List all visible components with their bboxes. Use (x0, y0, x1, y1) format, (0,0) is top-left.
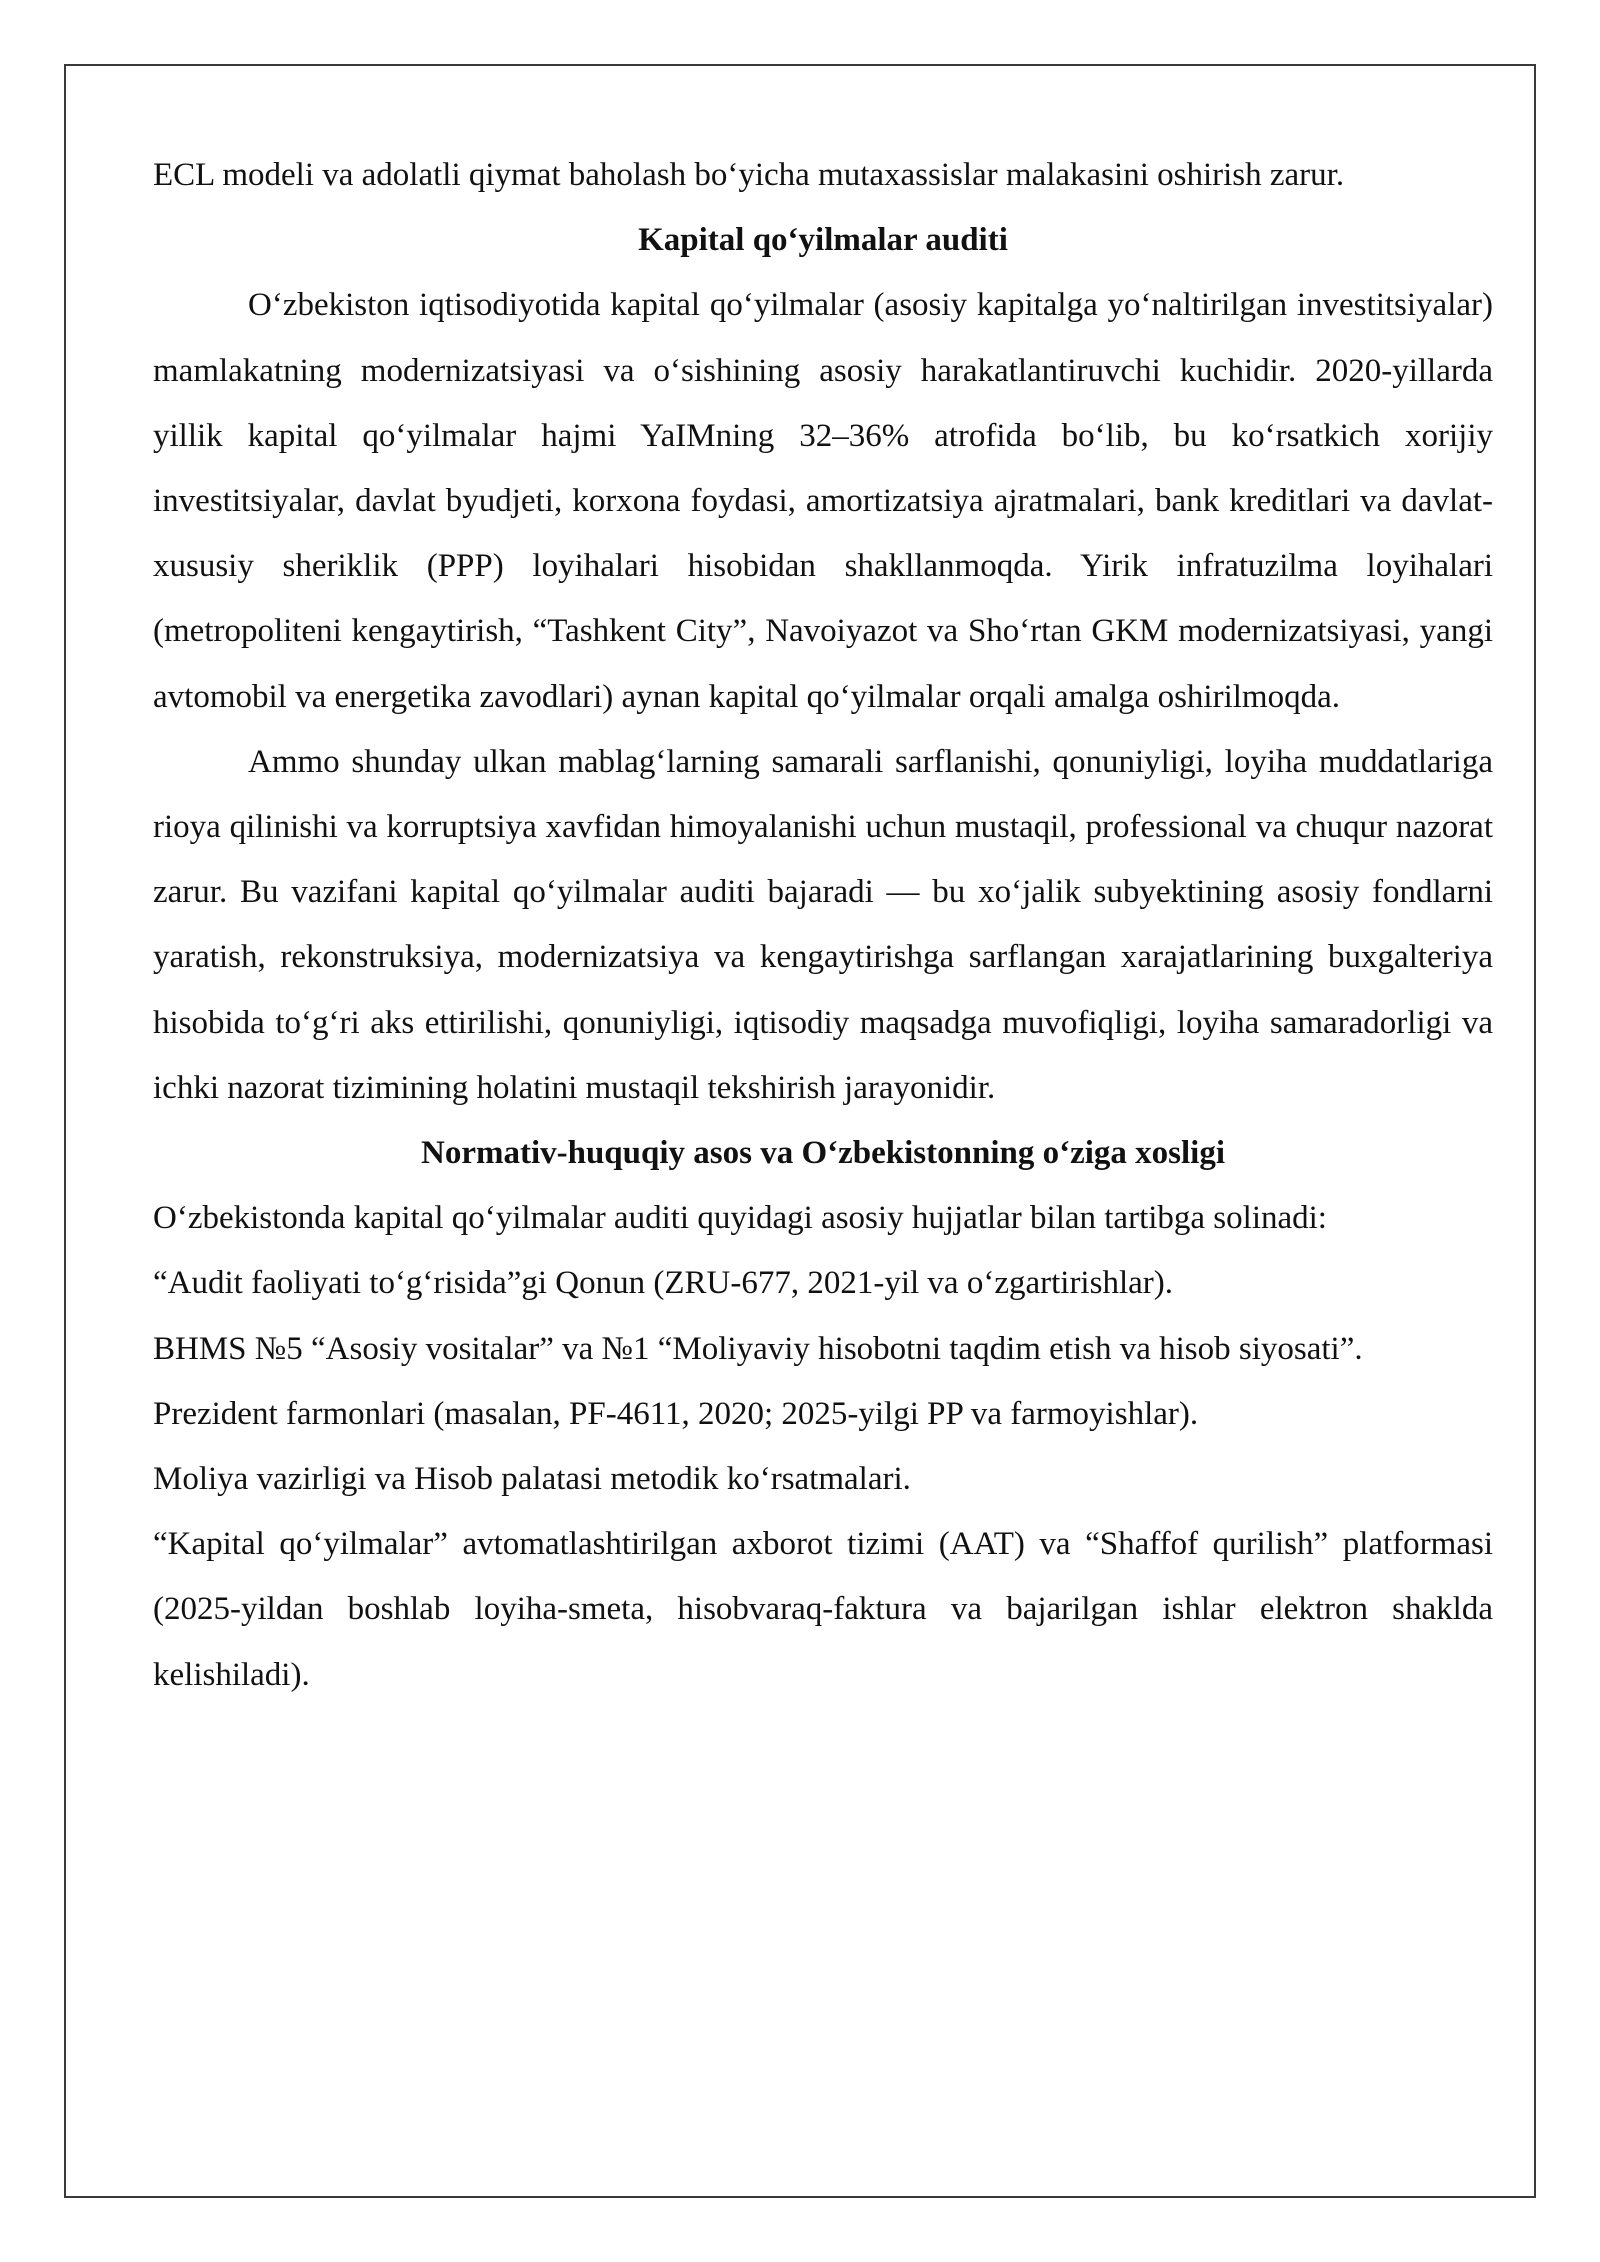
section-heading-legal-basis: Normativ-huquqiy asos va O‘zbekistonning o‘ziga xosligi (420, 1135, 1226, 1172)
intro-paragraph: ECL modeli va adolatli qiymat baholash bo‘yicha mutaxassislar malakasini oshirish zarur. (153, 157, 1345, 193)
list-item: “Kapital qo‘yilmalar” avtomatlashtirilgan axborot tizimi (AAT) va “Shaffof qurilish” platformasi (2025-yildan boshlab loyiha-smeta, hisobvaraq-faktura va bajarilgan ishlar elektron shaklda kelishiladi). (153, 1526, 1493, 1693)
paragraph: O‘zbekiston iqtisodiyotida kapital qo‘yilmalar (asosiy kapitalga yo‘naltirilgan investitsiyalar) mamlakatning modernizatsiyasi va o‘sishining asosiy harakatlantiruvchi kuchidir. 2020-yillarda yillik kapital qo‘yilmalar hajmi YaIMning 32–36% atrofida bo‘lib, bu ko‘rsatkich xorijiy investitsiyalar, davlat byudjeti, korxona foydasi, amortizatsiya ajratmalari, bank kreditlari va davlat-xususiy sheriklik (PPP) loyihalari hisobidan shakllanmoqda. Yirik infratuzilma loyihalari (metropoliteni kengaytirish, “Tashkent City”, Navoiyazot va Sho‘rtan GKM modernizatsiyasi, yangi avtomobil va energetika zavodlari) aynan kapital qo‘yilmalar orqali amalga oshirilmoqda. (153, 287, 1493, 715)
paragraph: Ammo shunday ulkan mablag‘larning samarali sarflanishi, qonuniyligi, loyiha muddatlariga rioya qilinishi va korruptsiya xavfidan himoyalanishi uchun mustaqil, professional va chuqur nazorat zarur. Bu vazifani kapital qo‘yilmalar auditi bajaradi — bu xo‘jalik subyektining asosiy fondlarni yaratish, rekonstruksiya, modernizatsiya va kengaytirishga sarflangan xarajatlarining buxgalteriya hisobida to‘g‘ri aks ettirilishi, qonuniyligi, iqtisodiy maqsadga muvofiqligi, loyiha samaradorligi va ichki nazorat tizimining holatini mustaqil tekshirish jarayonidir. (153, 743, 1493, 1106)
list-item: Prezident farmonlari (masalan, PF-4611, 2020; 2025-yilgi PP va farmoyishlar). (153, 1395, 1199, 1432)
paragraph: O‘zbekistonda kapital qo‘yilmalar auditi quyidagi asosiy hujjatlar bilan tartibga solinadi: (153, 1200, 1327, 1237)
list-item: Moliya vazirligi va Hisob palatasi metodik ko‘rsatmalari. (153, 1461, 911, 1498)
section-heading-capital-investments-audit: Kapital qo‘yilmalar auditi (638, 222, 1008, 259)
document-body (153, 143, 1493, 1708)
list-item: “Audit faoliyati to‘g‘risida”gi Qonun (ZRU-677, 2021-yil va o‘zgartirishlar). (153, 1265, 1173, 1302)
list-item: BHMS №5 “Asosiy vositalar” va №1 “Moliyaviy hisobotni taqdim etish va hisob siyosati”. (153, 1330, 1363, 1367)
